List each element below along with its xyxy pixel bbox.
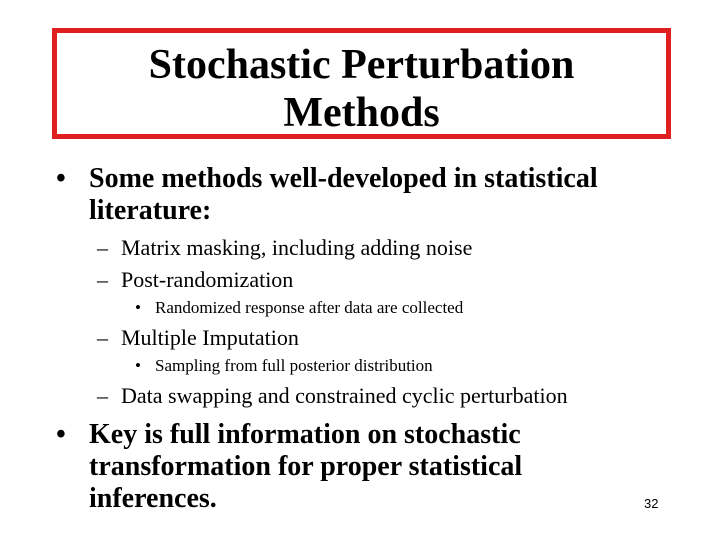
dash-mark: – bbox=[97, 325, 108, 350]
sub-bullet-2 bbox=[97, 267, 293, 293]
bullet-text-1: Some methods well-developed in statistical literature: bbox=[89, 163, 598, 226]
bullet-dot: • bbox=[56, 163, 66, 194]
title-line-2: Methods bbox=[283, 90, 440, 136]
sub-bullet-text-1: Matrix masking, including adding noise bbox=[121, 235, 473, 260]
sub-bullet-4 bbox=[97, 383, 568, 409]
bullet-dot: • bbox=[56, 419, 66, 450]
bullet-item-2 bbox=[56, 419, 616, 515]
sub-bullet-text-3: Multiple Imputation bbox=[121, 325, 299, 350]
sub-bullet-3 bbox=[97, 325, 299, 351]
title-box bbox=[52, 28, 671, 139]
dash-mark: – bbox=[97, 235, 108, 260]
bullet-dot-small: • bbox=[135, 298, 141, 317]
sub-sub-bullet-text-2: Sampling from full posterior distribution bbox=[155, 356, 433, 375]
bullet-text-2: Key is full information on stochastic transformation for proper statistical inferences. bbox=[89, 419, 523, 514]
slide-title bbox=[57, 41, 666, 137]
dash-mark: – bbox=[97, 267, 108, 292]
sub-bullet-1 bbox=[97, 235, 472, 261]
sub-sub-bullet-2 bbox=[135, 356, 433, 376]
page-number: 32 bbox=[644, 496, 659, 511]
bullet-dot-small: • bbox=[135, 356, 141, 375]
sub-bullet-text-4: Data swapping and constrained cyclic perturbation bbox=[121, 383, 568, 408]
dash-mark: – bbox=[97, 383, 108, 408]
sub-sub-bullet-1 bbox=[135, 298, 463, 318]
bullet-item-1 bbox=[56, 163, 616, 227]
sub-sub-bullet-text-1: Randomized response after data are collected bbox=[155, 298, 464, 317]
sub-bullet-text-2: Post-randomization bbox=[121, 267, 294, 292]
title-line-1: Stochastic Perturbation bbox=[148, 42, 575, 88]
